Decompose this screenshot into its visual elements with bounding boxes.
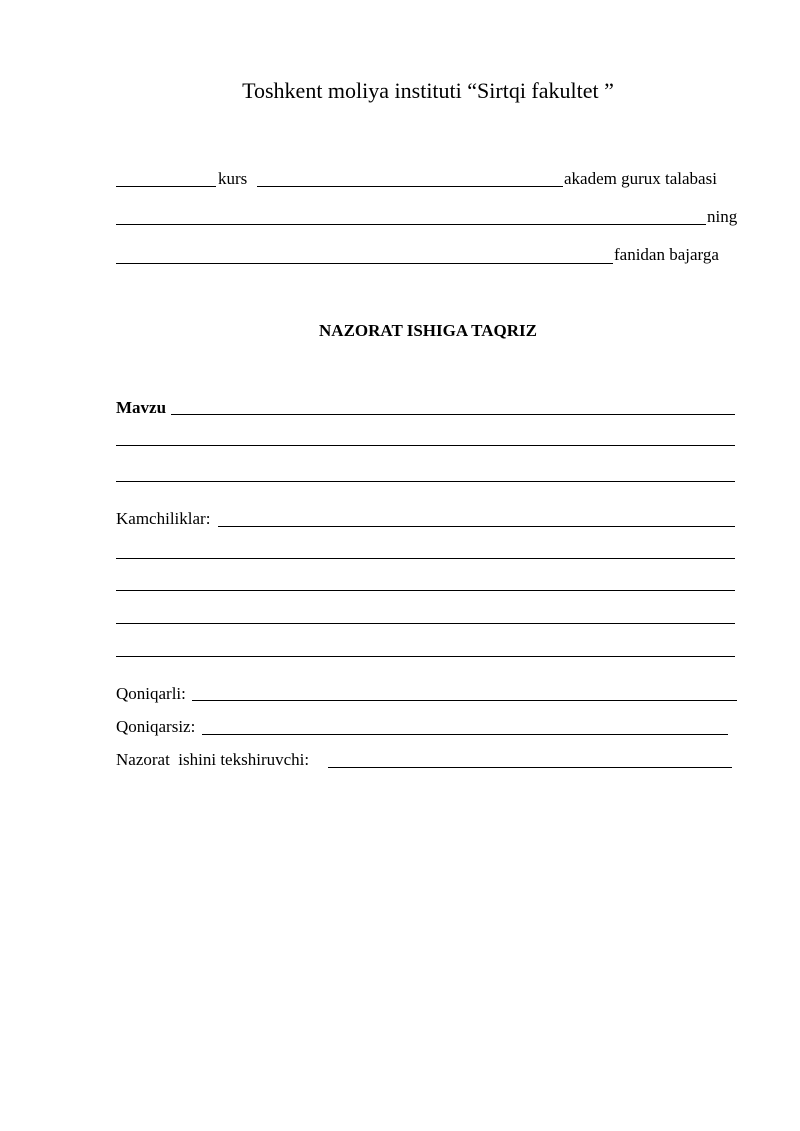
fanidan-label: fanidan bajarga	[614, 245, 719, 264]
qoniqarsiz-field[interactable]	[202, 734, 728, 735]
kurs-field[interactable]	[116, 186, 216, 187]
tekshiruvchi-field[interactable]	[328, 767, 732, 768]
mavzu-label: Mavzu	[116, 398, 167, 417]
mavzu-line-2[interactable]	[116, 445, 735, 446]
kamchiliklar-line-4[interactable]	[116, 623, 735, 624]
kurs-label: kurs	[218, 169, 248, 188]
ning-label: ning	[707, 207, 738, 226]
qoniqarli-label: Qoniqarli:	[116, 684, 186, 703]
kamchiliklar-field[interactable]	[218, 526, 735, 527]
kamchiliklar-line-5[interactable]	[116, 656, 735, 657]
mavzu-line-3[interactable]	[116, 481, 735, 482]
kamchiliklar-line-3[interactable]	[116, 590, 735, 591]
kamchiliklar-label: Kamchiliklar:	[116, 509, 211, 528]
group-label: akadem gurux talabasi	[564, 169, 717, 188]
document-title: Toshkent moliya instituti “Sirtqi fakultet ”	[242, 78, 614, 103]
review-heading: NAZORAT ISHIGA TAQRIZ	[319, 321, 537, 340]
student-name-field[interactable]	[116, 224, 706, 225]
tekshiruvchi-label: Nazorat ishini tekshiruvchi:	[116, 750, 310, 769]
qoniqarsiz-label: Qoniqarsiz:	[116, 717, 196, 736]
qoniqarli-field[interactable]	[192, 700, 737, 701]
subject-field[interactable]	[116, 263, 613, 264]
group-field[interactable]	[257, 186, 563, 187]
mavzu-field[interactable]	[171, 414, 735, 415]
kamchiliklar-line-2[interactable]	[116, 558, 735, 559]
